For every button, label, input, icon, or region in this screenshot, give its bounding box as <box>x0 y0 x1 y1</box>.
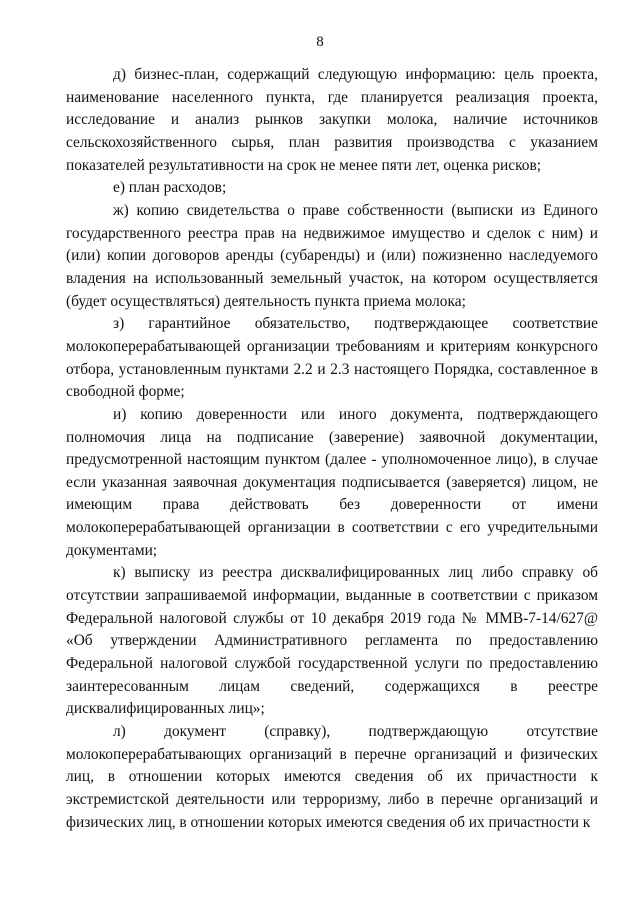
page-number: 8 <box>316 34 324 50</box>
paragraph-l-extremism-certificate: л) документ (справку), подтверждающую отсутствие молокоперерабатывающих организаций в перечне организаций и физических лиц, в отношении которых имеются сведения об их причастности к экстремистской деятельности или терроризму, либо в перечне организаций и физических лиц, в отношении которых имеются сведения об их причастности к <box>66 723 598 831</box>
document-body <box>66 64 598 834</box>
paragraph-z-guarantee-obligation: з) гарантийное обязательство, подтверждающее соответствие молокоперерабатывающей организации требованиям и критериям конкурсного отбора, установленным пунктами 2.2 и 2.3 настоящего Порядка, составленное в свободной форме; <box>66 315 598 401</box>
paragraph-d-business-plan: д) бизнес-план, содержащий следующую информацию: цель проекта, наименование населенного пункта, где планируется реализация проекта, исследование и анализ рынков закупки молока, наличие источников сельскохозяйственного сырья, план развития производства с указанием показателей результативности на срок не менее пяти лет, оценка рисков; <box>66 66 598 174</box>
paragraph-zh-ownership-certificate: ж) копию свидетельства о праве собственности (выписки из Единого государственного реестра прав на недвижимое имущество и сделок с ним) и (или) копии договоров аренды (субаренды) и (или) пожизненно наследуемого владения на использованный земельный участок, на котором осуществляется (будет осуществляться) деятельность пункта приема молока; <box>66 201 598 310</box>
paragraph-e-expense-plan: е) план расходов; <box>113 179 227 197</box>
paragraph-i-power-of-attorney: и) копию доверенности или иного документа, подтверждающего полномочия лица на подписание (заверение) заявочной документации, предусмотренной настоящим пунктом (далее - уполномоченное лицо), в случае если указанная заявочная документация подписывается (заверяется) лицом, не имеющим права действовать без доверенности от имени молокоперерабатывающей организации в соответствии с его учредительными документами; <box>66 405 598 559</box>
paragraph-k-disqualified-registry-extract: к) выписку из реестра дисквалифицированных лиц либо справку об отсутствии запрашиваемой информации, выданные в соответствии с приказом Федеральной налоговой службы от 10 декабря 2019 года № ММВ-7-14/627@ «Об утверждении Административного регламента по предоставлению Федеральной налоговой службой государственной услуги по предоставлению заинтересованным лицам сведений, содержащихся в реестре дисквалифицированных лиц»; <box>66 564 598 718</box>
